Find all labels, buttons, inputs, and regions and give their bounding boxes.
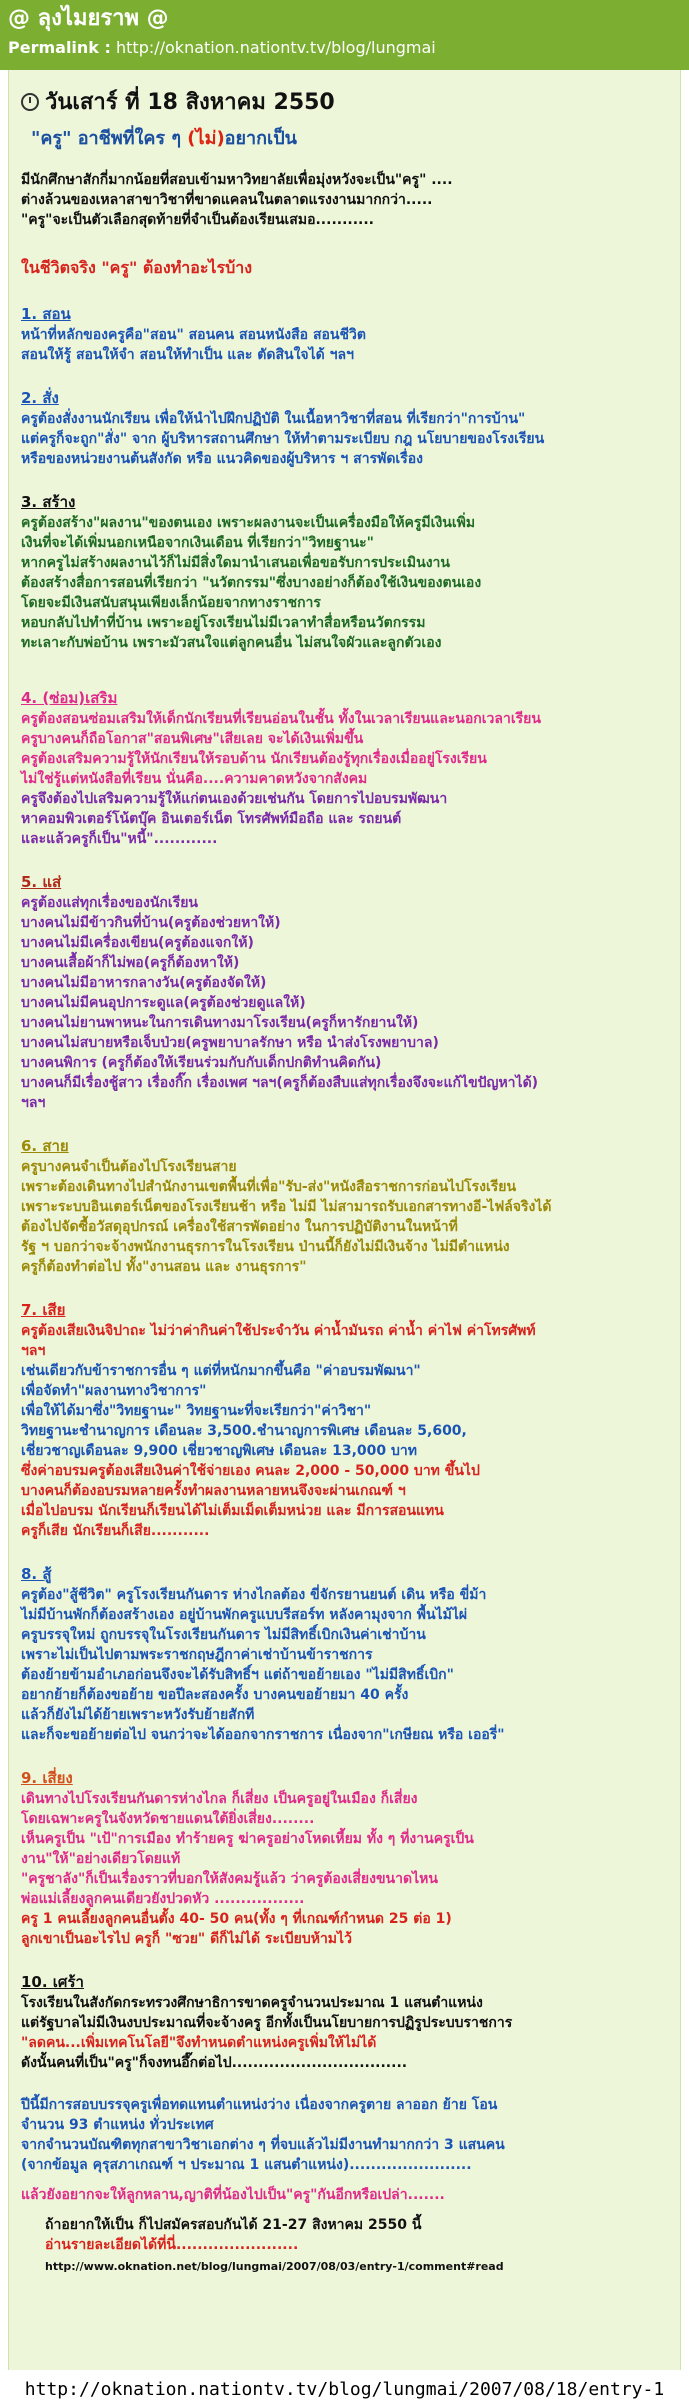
section-line: เพราะต้องเดินทางไปสำนักงานเขตพื้นที่เพื่อ"รับ-ส่ง"หนังสือราชการก่อนไปโรงเรียน — [21, 1179, 517, 1195]
section-line: เพราะระบบอินเตอร์เน็ตของโรงเรียนช้า หรือ ไม่มี ไม่สามารถรับเอกสารทางอี-ไฟล์จริงได้ — [21, 1199, 552, 1215]
section-line: โรงเรียนในสังกัดกระทรวงศึกษาธิการขาดครูจำนวนประมาณ 1 แสนตำแหน่ง — [21, 1995, 483, 2011]
section-title: 10. เศร้า — [21, 1973, 84, 1991]
section-line: สอนให้รู้ สอนให้จำ สอนให้ทำเป็น และ ตัดสินใจได้ ฯลฯ — [21, 347, 354, 363]
subtitle-part: (ไม่) — [187, 128, 225, 149]
section-line: ต้องย้ายข้ามอำเภอก่อนจึงจะได้รับสิทธิ์ฯ แต่ถ้าขอย้ายเอง "ไม่มีสิทธิ์เบิก" — [21, 1667, 454, 1683]
permalink-label: Permalink : — [8, 38, 111, 57]
section-line: บางคนเสื้อผ้าก็ไม่พอ(ครูก็ต้องหาให้) — [21, 955, 240, 971]
section-1 — [21, 303, 668, 365]
exam-notice — [45, 2215, 668, 2277]
section-line: หอบกลับไปทำที่บ้าน เพราะอยู่โรงเรียนไม่มีเวลาทำสื่อหรือนวัตกรรม — [21, 615, 426, 631]
section-line: ฯลฯ — [21, 1343, 46, 1359]
section-line: รัฐ ฯ บอกว่าจะจ้างพนักงานธุรการในโรงเรียน ป่านนี้ก็ยังไม่มีเงินจ้าง ไม่มีตำแหน่ง — [21, 1239, 510, 1255]
section-line: บางคนก็มีเรื่องชู้สาว เรื่องกิ๊ก เรื่องเพศ ฯลฯ(ครูก็ต้องสืบแส่ทุกเรื่องจึงจะแก้ไขปัญหาได้) — [21, 1075, 539, 1091]
section-title: 5. แส่ — [21, 873, 62, 891]
section-line: บางคนไม่มีข้าวกินที่บ้าน(ครูต้องช่วยหาให้) — [21, 915, 281, 931]
section-line: ครูต้องแส่ทุกเรื่องของนักเรียน — [21, 895, 198, 911]
closing-line: จากจำนวนบัณฑิตทุกสาขาวิชาเอกต่าง ๆ ที่จบแล้วไม่มีงานทำมากกว่า 3 แสนคน — [21, 2137, 505, 2153]
section-line: และแล้วครูก็เป็น"หนี้"............ — [21, 831, 218, 847]
closing-question: แล้วยังอยากจะให้ลูกหลาน,ญาติที่น้องไปเป็น"ครู"กันอีกหรือเปล่า....... — [21, 2187, 445, 2203]
section-line: ครูต้องเสริมความรู้ให้นักเรียนให้รอบด้าน นักเรียนต้องรู้ทุกเรื่องเมื่ออยู่โรงเรียน — [21, 751, 487, 767]
section-line: โดยเฉพาะครูในจังหวัดชายแดนใต้ยิ่งเสี่ยง........ — [21, 1811, 315, 1827]
section-line: เพราะไม่เป็นไปตามพระราชกฤษฎีกาค่าเช่าบ้านข้าราชการ — [21, 1647, 373, 1663]
section-line: หากครูไม่สร้างผลงานไว้ก็ไม่มีสิ่งใดมานำเสนอเพื่อขอรับการประเมินงาน — [21, 555, 450, 571]
section-line: "ครูชาลัง"ก็เป็นเรื่องราวที่บอกให้สังคมรู้แล้ว ว่าครูต้องเสี่ยงขนาดไหน — [21, 1871, 438, 1887]
intro-paragraph — [21, 170, 668, 230]
section-line: ไม่มีบ้านพักก็ต้องสร้างเอง อยู่บ้านพักครูแบบรีสอร์ท หลังคามุงจาก พื้นไม้ไผ่ — [21, 1607, 468, 1623]
section-title: 7. เสีย — [21, 1301, 66, 1319]
section-line: เพื่อให้ได้มาซึ่ง"วิทยฐานะ" วิทยฐานะที่จะเรียกว่า"ค่าวิชา" — [21, 1403, 372, 1419]
section-3 — [21, 491, 668, 653]
blog-post — [8, 70, 681, 2370]
section-title: 9. เสี่ยง — [21, 1769, 73, 1787]
section-line: เพื่อจัดทำ"ผลงานทางวิชาการ" — [21, 1383, 207, 1399]
section-title: 1. สอน — [21, 305, 71, 323]
section-line: ฯลฯ — [21, 1095, 46, 1111]
read-more-link[interactable]: อ่านรายละเอียดได้ที่นี่....................... — [45, 2237, 299, 2253]
section-line: บางคนก็ต้องอบรมหลายครั้งทำผลงานหลายหนจึงจะผ่านเกณฑ์ ฯ — [21, 1483, 406, 1499]
section-line: หาคอมพิวเตอร์โน้ตบุ๊ค อินเตอร์เน็ต โทรศัพท์มือถือ และ รถยนต์ — [21, 811, 402, 827]
section-line: อยากย้ายก็ต้องขอย้าย ขอปีละสองครั้ง บางคนขอย้ายมา 40 ครั้ง — [21, 1687, 409, 1703]
page-url-footer: http://oknation.nationtv.tv/blog/lungmai/2007/08/18/entry-1 — [0, 2379, 689, 2405]
section-line: เมื่อไปอบรม นักเรียนก็เรียนได้ไม่เต็มเม็ดเต็มหน่วย และ มีการสอนแทน — [21, 1503, 444, 1519]
section-line: ครู 1 คนเลี้ยงลูกคนอื่นตั้ง 40- 50 คน(ทั้ง ๆ ที่เกณฑ์กำหนด 25 ต่อ 1) — [21, 1911, 452, 1927]
intro-line: ต่างล้วนของเหลาสาขาวิชาที่ขาดแคลนในตลาดแรงงานมากกว่า..... — [21, 192, 433, 208]
section-line: หรือของหน่วยงานต้นสังกัด หรือ แนวคิดของผู้บริหาร ฯ สารพัดเรื่อง — [21, 451, 423, 467]
closing-line: (จากข้อมูล คุรุสภาเกณฑ์ ฯ ประมาณ 1 แสนตำแหน่ง)....................... — [21, 2157, 472, 2173]
section-title: 2. สั่ง — [21, 389, 59, 407]
section-line: "ลดคน...เพิ่มเทคโนโลยี"จึงทำหนดตำแหน่งครูเพิ่มให้ไม่ได้ — [21, 2035, 377, 2051]
section-line: แต่รัฐบาลไม่มีเงินงบประมาณที่จะจ้างครู อีกทั้งเป็นนโยบายการปฏิรูประบบราชการ — [21, 2015, 513, 2031]
section-line: ทะเลาะกับพ่อบ้าน เพราะมัวสนใจแต่ลูกคนอื่น ไม่สนใจผัวและลูกตัวเอง — [21, 635, 442, 651]
section-2 — [21, 387, 668, 469]
intro-line: "ครู"จะเป็นตัวเลือกสุดท้ายที่จำเป็นต้องเรียนเสมอ........... — [21, 212, 374, 228]
post-subtitle — [31, 123, 668, 152]
section-line: บางคนไม่มีคนอุปการะดูแล(ครูต้องช่วยดูแลให้) — [21, 995, 306, 1011]
section-line: วิทยฐานะชำนาญการ เดือนละ 3,500.ชำนาญการพิเศษ เดือนละ 5,600, — [21, 1423, 467, 1439]
section-4 — [21, 687, 668, 849]
section-line: บางคนไม่สบายหรือเจ็บป่วย(ครูพยาบาลรักษา หรือ นำส่งโรงพยาบาล) — [21, 1035, 439, 1051]
section-9 — [21, 1767, 668, 1949]
section-line: ดังนั้นคนที่เป็น"ครู"ก็จงทนอึ๊กต่อไป................................. — [21, 2055, 408, 2071]
section-line: พ่อแม่เลี้ยงลูกคนเดียวยังปวดหัว ................. — [21, 1891, 305, 1907]
section-line: แล้วก็ยังไม่ได้ย้ายเพราะหวังรับย้ายสักที — [21, 1707, 255, 1723]
section-line: ครูต้อง"สู้ชีวิต" ครูโรงเรียนกันดาร ห่างไกลต้อง ขี่จักรยานยนต์ เดิน หรือ ขี่ม้า — [21, 1587, 487, 1603]
section-line: งาน"ให้"อย่างเดียวโดยแท้ — [21, 1851, 181, 1867]
section-line: ครูต้องเสียเงินจิปาถะ ไม่ว่าค่ากินค่าใช้ประจำวัน ค่าน้ำมันรถ ค่าน้ำ ค่าไฟ ค่าโทรศัพท์ — [21, 1323, 536, 1339]
section-line: เดินทางไปโรงเรียนกันดารห่างไกล ก็เสี่ยง เป็นครูอยู่ในเมือง ก็เสี่ยง — [21, 1791, 418, 1807]
section-line: แต่ครูก็จะถูก"สั่ง" จาก ผู้บริหารสถานศึกษา ให้ทำตามระเบียบ กฎ นโยบายของโรงเรียน — [21, 431, 545, 447]
permalink-url[interactable]: http://oknation.nationtv.tv/blog/lungmai — [116, 38, 436, 57]
section-line: ครูต้องสอนซ่อมเสริมให้เด็กนักเรียนที่เรียนอ่อนในชั้น ทั้งในเวลาเรียนและนอกเวลาเรียน — [21, 711, 541, 727]
section-5 — [21, 871, 668, 1113]
section-line: ครูจึงต้องไปเสริมความรู้ให้แก่ตนเองด้วยเช่นกัน โดยการไปอบรมพัฒนา — [21, 791, 448, 807]
section-line: ครูต้องสร้าง"ผลงาน"ของตนเอง เพราะผลงานจะเป็นเครื่องมือให้ครูมีเงินเพิ่ม — [21, 515, 476, 531]
exam-dates: ถ้าอยากให้เป็น ก็ไปสมัครสอบกันได้ 21-27 สิงหาคม 2550 นี้ — [45, 2217, 422, 2233]
section-title: 8. สู้ — [21, 1565, 52, 1583]
section-line: ครูก็เสีย นักเรียนก็เสีย........... — [21, 1523, 210, 1539]
subtitle-part: อยากเป็น — [224, 128, 297, 149]
post-date-text: วันเสาร์ ที่ 18 สิงหาคม 2550 — [45, 90, 335, 115]
section-line: เช่นเดียวกับข้าราชการอื่น ๆ แต่ที่หนักมากขึ้นคือ "ค่าอบรมพัฒนา" — [21, 1363, 421, 1379]
section-line: หน้าที่หลักของครูคือ"สอน" สอนคน สอนหนังสือ สอนชีวิต — [21, 327, 366, 343]
source-link[interactable]: http://www.oknation.net/blog/lungmai/2007/08/03/entry-1/comment#read — [45, 2260, 504, 2273]
section-title: 3. สร้าง — [21, 493, 76, 511]
closing-line: จำนวน 93 ตำแหน่ง ทั่วประเทศ — [21, 2117, 214, 2133]
section-line: บางคนไม่มีเครื่องเขียน(ครูต้องแจกให้) — [21, 935, 254, 951]
section-line: บางคนไม่มีอาหารกลางวัน(ครูต้องจัดให้) — [21, 975, 267, 991]
section-line: โดยจะมีเงินสนับสนุนเพียงเล็กน้อยจากทางราชการ — [21, 595, 321, 611]
section-line: และก็จะขอย้ายต่อไป จนกว่าจะได้ออกจากราชการ เนื่องจาก"เกษียณ หรือ เออรี่" — [21, 1727, 505, 1743]
section-heading: ในชีวิตจริง "ครู" ต้องทำอะไรบ้าง — [21, 258, 253, 277]
section-line: บางคนพิการ (ครูก็ต้องให้เรียนร่วมกับกับเด็กปกติทำนคิดกัน) — [21, 1055, 382, 1071]
intro-line: มีนักศึกษาสักกี่มากน้อยที่สอบเข้ามหาวิทยาลัยเพื่อมุ่งหวังจะเป็น"ครู" .... — [21, 172, 453, 188]
section-line: ครูต้องสั่งงานนักเรียน เพื่อให้นำไปฝึกปฏิบัติ ในเนื้อหาวิชาที่สอน ที่เรียกว่า"การบ้าน" — [21, 411, 526, 427]
section-8 — [21, 1563, 668, 1745]
permalink — [8, 38, 681, 57]
clock-icon — [21, 93, 39, 111]
section-title: 4. (ซ่อม)เสริม — [21, 689, 118, 707]
section-title: 6. สาย — [21, 1137, 69, 1155]
section-line: เงินที่จะได้เพิ่มนอกเหนือจากเงินเดือน ที่เรียกว่า"วิทยฐานะ" — [21, 535, 374, 551]
section-line: ครูบางคนจำเป็นต้องไปโรงเรียนสาย — [21, 1159, 237, 1175]
closing-line: ปีนี้มีการสอบบรรจุครูเพื่อทดแทนตำแหน่งว่าง เนื่องจากครูตาย ลาออก ย้าย โอน — [21, 2097, 498, 2113]
section-7 — [21, 1299, 668, 1541]
section-6 — [21, 1135, 668, 1277]
section-line: ซึ่งค่าอบรมครูต้องเสียเงินค่าใช้จ่ายเอง คนละ 2,000 - 50,000 บาท ขึ้นไป — [21, 1463, 480, 1479]
blog-title[interactable]: @ ลุงไมยราพ @ — [8, 6, 169, 31]
section-line: เห็นครูเป็น "เป้"การเมือง ทำร้ายครู ฆ่าครูอย่างโหดเหี้ยม ทั้ง ๆ ที่งานครูเป็น — [21, 1831, 474, 1847]
section-10 — [21, 1971, 668, 2073]
section-line: ต้องไปจัดซื้อวัสดุอุปกรณ์ เครื่องใช้สารพัดอย่าง ในการปฏิบัติงานในหน้าที่ — [21, 1219, 458, 1235]
section-line: ไม่ใช่รู้แต่หนังสือที่เรียน นั่นคือ....ความคาดหวังจากสังคม — [21, 771, 368, 787]
section-line: ครูก็ต้องทำต่อไป ทั้ง"งานสอน และ งานธุรการ" — [21, 1259, 307, 1275]
section-line: เชี่ยวชาญเดือนละ 9,900 เชี่ยวชาญพิเศษ เดือนละ 13,000 บาท — [21, 1443, 417, 1459]
section-line: ครูบางคนก็ถือโอกาส"สอนพิเศษ"เสียเลย จะได้เงินเพิ่มขึ้น — [21, 731, 364, 747]
blog-header — [0, 0, 689, 70]
subtitle-part: "ครู" อาชีพที่ใคร ๆ — [31, 128, 188, 149]
post-date — [21, 84, 668, 119]
section-line: ต้องสร้างสื่อการสอนที่เรียกว่า "นวัตกรรม"ซึ่งบางอย่างก็ต้องใช้เงินของตนเอง — [21, 575, 482, 591]
closing-paragraph — [21, 2095, 668, 2277]
section-line: ครูบรรจุใหม่ ถูกบรรจุในโรงเรียนกันดาร ไม่มีสิทธิ์เบิกเงินค่าเช่าบ้าน — [21, 1627, 426, 1643]
section-line: บางคนไม่ยานพาหนะในการเดินทางมาโรงเรียน(ครูก็หารักยานให้) — [21, 1015, 419, 1031]
section-line: ลูกเขาเป็นอะไรไป ครูก็ "ซวย" ดีก็ไม่ได้ ระเบียบห้ามไว้ — [21, 1931, 352, 1947]
